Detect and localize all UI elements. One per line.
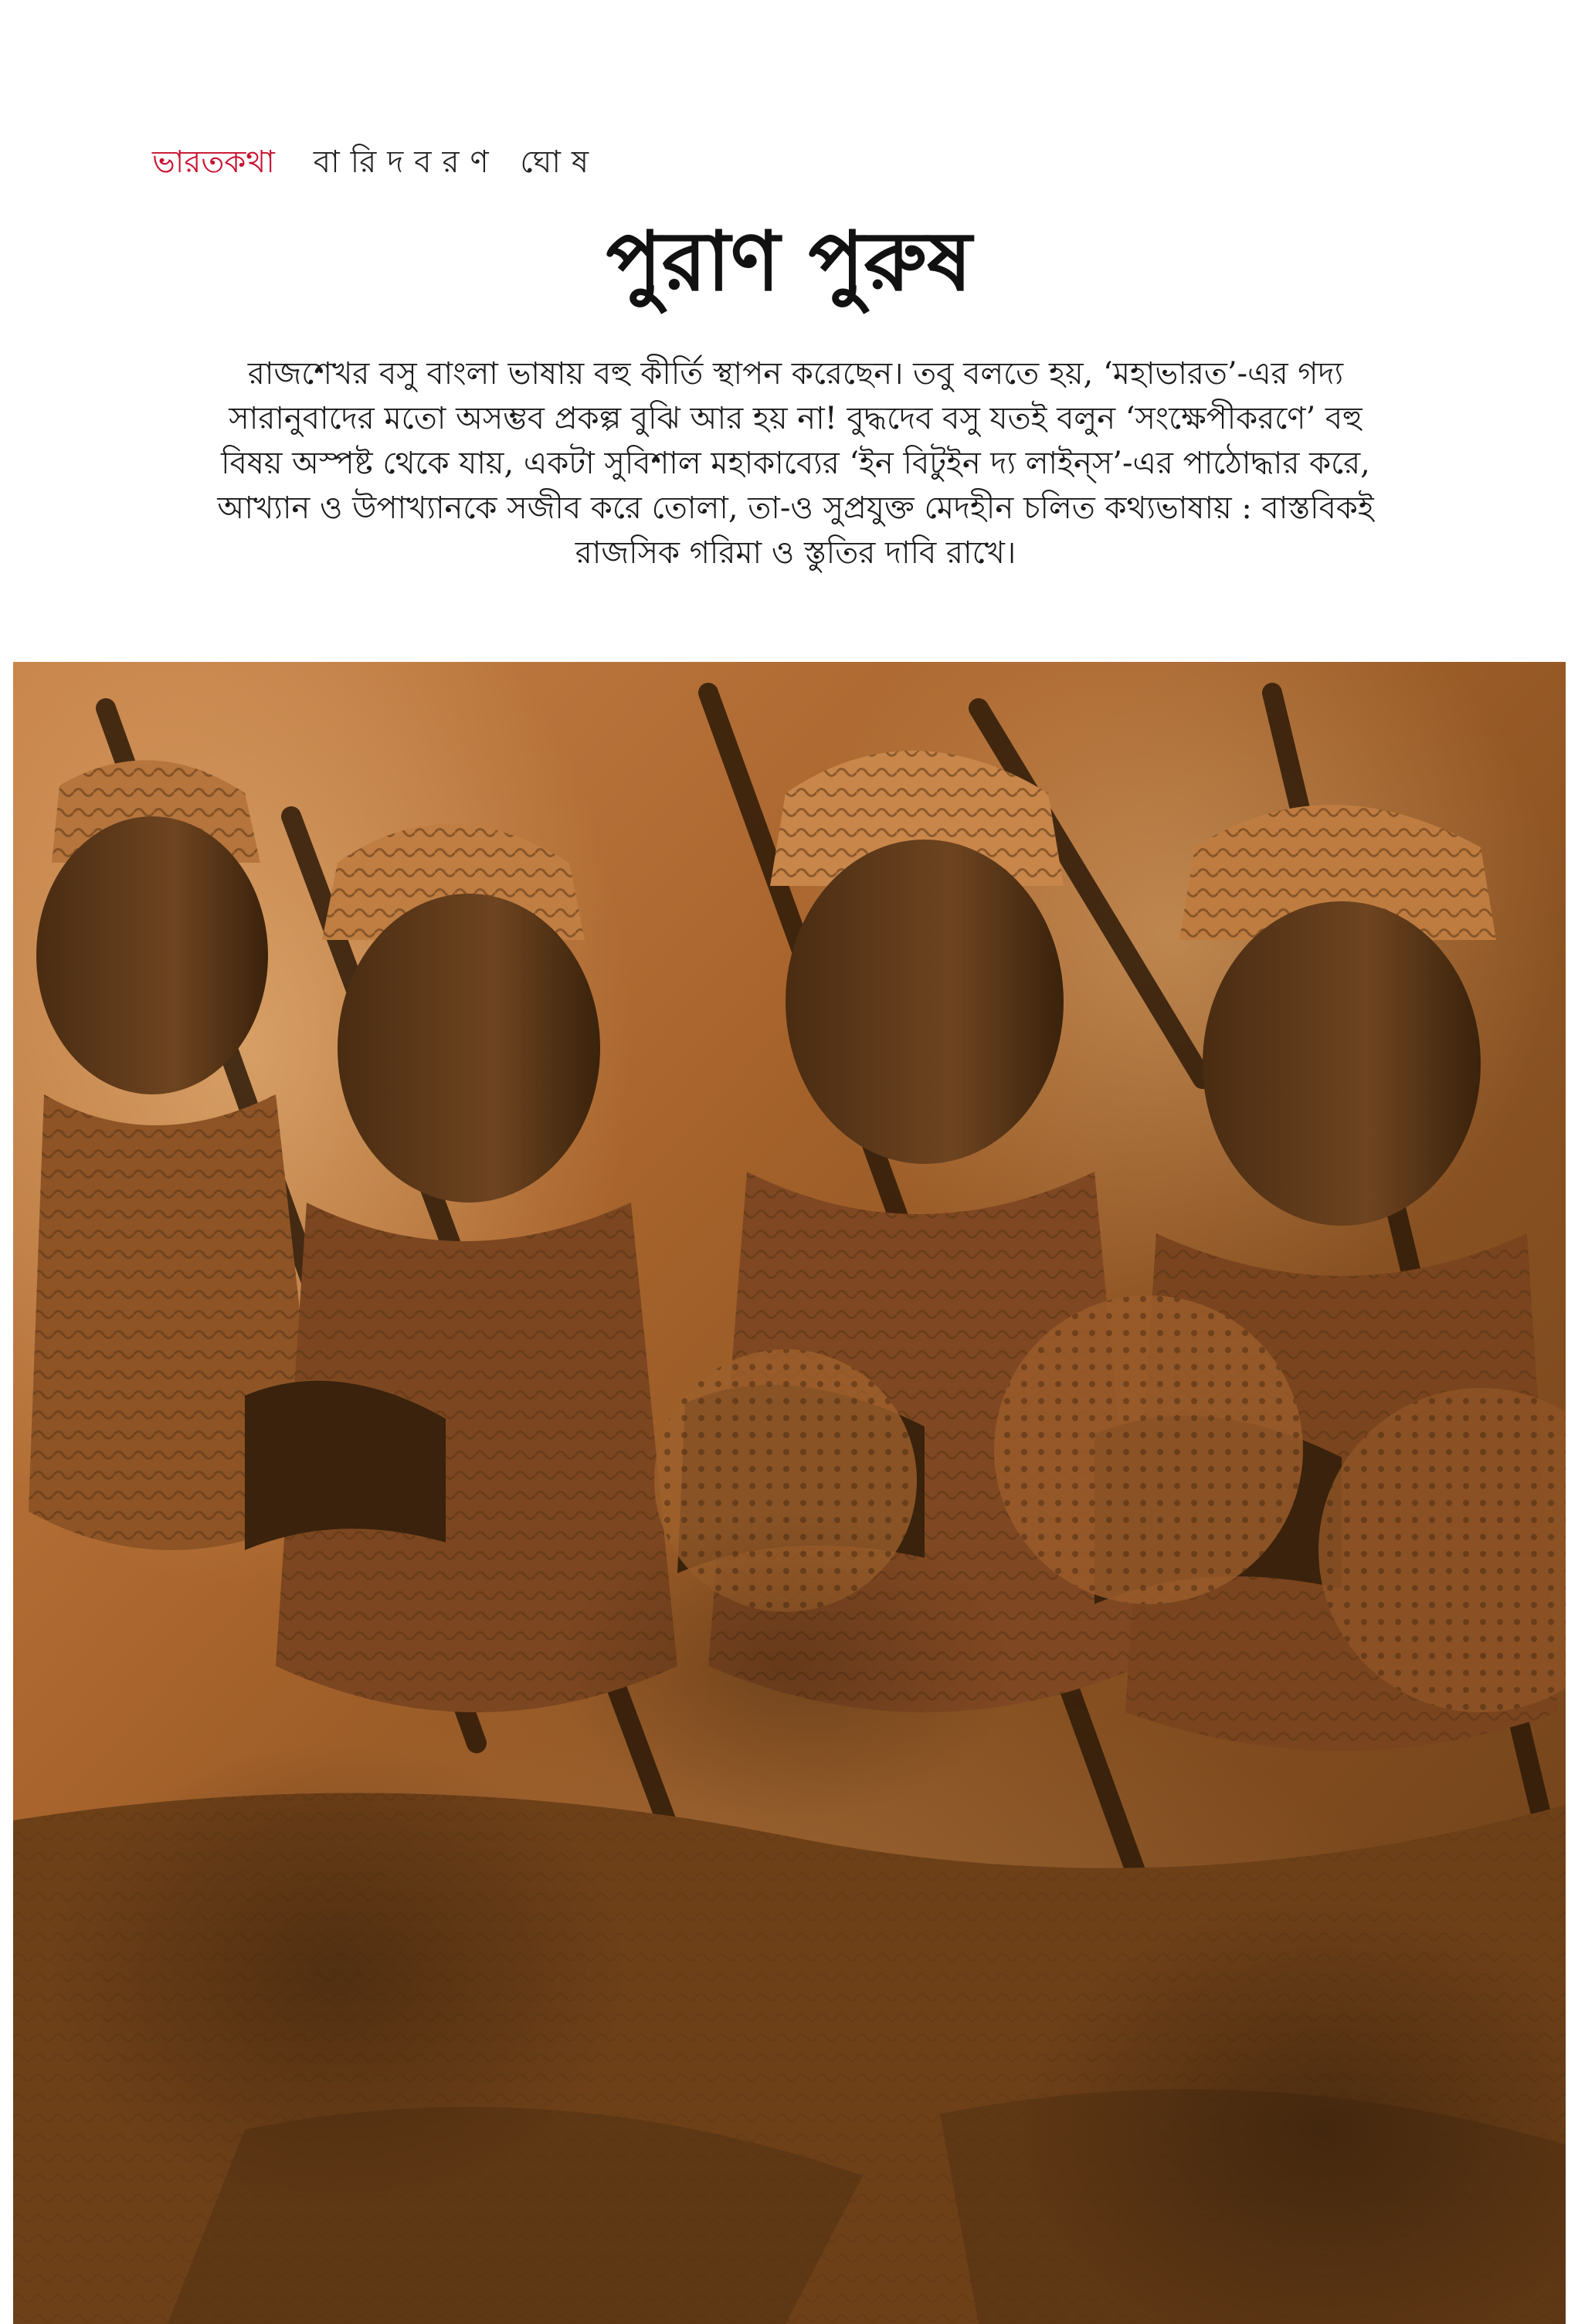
intro-line: বিষয় অস্পষ্ট থেকে যায়, একটা সুবিশাল মহাকাব্যের ‘ইন বিটুইন দ্য লাইন্‌স’-এর পাঠোদ্ধার করে, bbox=[221, 446, 1370, 481]
intro-line: সারানুবাদের মতো অসম্ভব প্রকল্প বুঝি আর হয় না! বুদ্ধদেব বসু যতই বলুন ‘সংক্ষেপীকরণে’ বহু bbox=[229, 401, 1363, 436]
article-header bbox=[152, 137, 599, 187]
stone-relief-photo bbox=[13, 662, 1566, 2324]
author-name: বারিদবরণ ঘোষ bbox=[313, 144, 600, 180]
intro-line: রাজশেখর বসু বাংলা ভাষায় বহু কীর্তি স্থাপন করেছেন। তবু বলতে হয়, ‘মহাভারত’-এর গদ্য bbox=[247, 356, 1344, 392]
intro-line: রাজসিক গরিমা ও স্তুতির দাবি রাখে। bbox=[575, 535, 1016, 571]
article-title: পুরাণ পুরুষ bbox=[606, 212, 972, 309]
section-label: ভারতকথা bbox=[152, 144, 275, 180]
intro-line: আখ্যান ও উপাখ্যানকে সজীব করে তোলা, তা-ও সুপ্রযুক্ত মেদহীন চলিত কথ্যভাষায় : বাস্তবিকই bbox=[217, 490, 1374, 526]
article-intro bbox=[154, 351, 1437, 575]
